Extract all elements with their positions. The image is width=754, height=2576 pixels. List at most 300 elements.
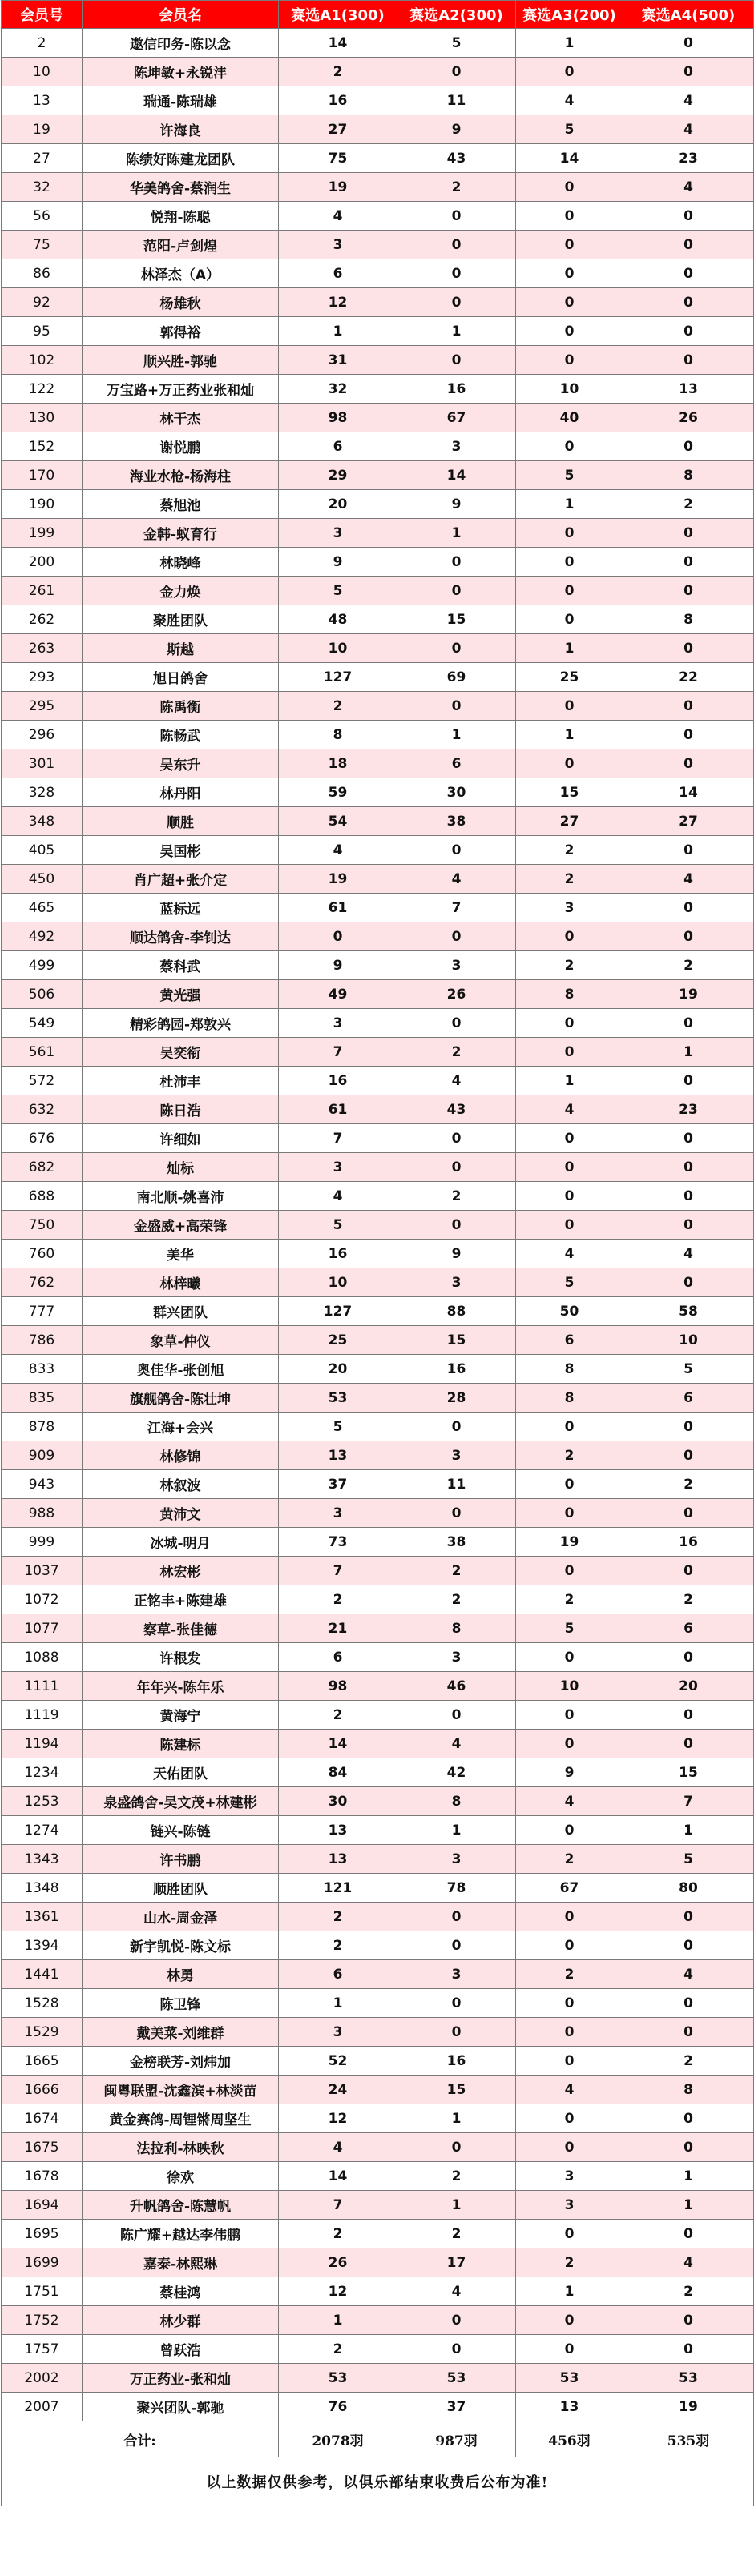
member-name-cell: 嘉泰-林熙琳: [83, 2248, 279, 2277]
a2-cell: 1: [397, 1816, 516, 1845]
a1-cell: 37: [279, 1470, 397, 1499]
member-id-cell: 102: [2, 346, 83, 375]
a4-cell: 0: [623, 1989, 754, 2018]
a2-cell: 0: [397, 692, 516, 721]
a2-cell: 1: [397, 519, 516, 548]
a3-cell: 10: [516, 1672, 623, 1701]
a4-cell: 0: [623, 548, 754, 577]
a4-cell: 4: [623, 2248, 754, 2277]
a3-cell: 3: [516, 894, 623, 922]
a4-cell: 23: [623, 144, 754, 173]
table-row: [2, 288, 754, 317]
a3-cell: 10: [516, 375, 623, 404]
member-name-cell: 陈广耀+越达李伟鹏: [83, 2220, 279, 2248]
member-id-cell: 1529: [2, 2018, 83, 2047]
a3-cell: 0: [516, 1009, 623, 1038]
a2-cell: 4: [397, 1067, 516, 1095]
member-id-cell: 1234: [2, 1758, 83, 1787]
member-id-cell: 19: [2, 115, 83, 144]
table-row: [2, 1643, 754, 1672]
a2-cell: 11: [397, 1470, 516, 1499]
a4-cell: 80: [623, 1874, 754, 1903]
member-name-cell: 群兴团队: [83, 1297, 279, 1326]
a3-cell: 0: [516, 1816, 623, 1845]
a4-cell: 0: [623, 1730, 754, 1758]
a3-cell: 67: [516, 1874, 623, 1903]
member-name-cell: 江海+会兴: [83, 1413, 279, 1441]
a4-cell: 0: [623, 231, 754, 259]
a3-cell: 2: [516, 1585, 623, 1614]
member-name-cell: 吴国彬: [83, 836, 279, 865]
member-id-cell: 301: [2, 749, 83, 778]
a1-cell: 31: [279, 346, 397, 375]
member-name-cell: 正铭丰+陈建雄: [83, 1585, 279, 1614]
a1-cell: 127: [279, 1297, 397, 1326]
a2-cell: 0: [397, 1499, 516, 1528]
table-row: [2, 173, 754, 202]
member-name-cell: 海业水枪-杨海柱: [83, 461, 279, 490]
header-a4: 赛选A4(500): [623, 1, 754, 29]
a2-cell: 88: [397, 1297, 516, 1326]
a4-cell: 0: [623, 202, 754, 231]
a2-cell: 46: [397, 1672, 516, 1701]
member-name-cell: 法拉利-林映秋: [83, 2133, 279, 2162]
a1-cell: 1: [279, 2306, 397, 2335]
member-id-cell: 688: [2, 1182, 83, 1211]
member-name-cell: 徐欢: [83, 2162, 279, 2191]
a1-cell: 121: [279, 1874, 397, 1903]
member-id-cell: 835: [2, 1384, 83, 1413]
a4-cell: 0: [623, 2220, 754, 2248]
a3-cell: 14: [516, 144, 623, 173]
a2-cell: 0: [397, 2018, 516, 2047]
a2-cell: 2: [397, 2220, 516, 2248]
a1-cell: 27: [279, 115, 397, 144]
a3-cell: 0: [516, 577, 623, 605]
a2-cell: 0: [397, 1009, 516, 1038]
member-name-cell: 曾跃浩: [83, 2335, 279, 2364]
table-row: [2, 1960, 754, 1989]
a3-cell: 4: [516, 1240, 623, 1268]
a2-cell: 30: [397, 778, 516, 807]
a2-cell: 0: [397, 231, 516, 259]
a3-cell: 4: [516, 2076, 623, 2104]
a3-cell: 0: [516, 1211, 623, 1240]
member-id-cell: 262: [2, 605, 83, 634]
member-name-cell: 林勇: [83, 1960, 279, 1989]
member-id-cell: 499: [2, 951, 83, 980]
member-name-cell: 闽粤联盟-沈鑫滨+林淡苗: [83, 2076, 279, 2104]
member-id-cell: 10: [2, 58, 83, 86]
header-a3: 赛选A3(200): [516, 1, 623, 29]
a2-cell: 3: [397, 1960, 516, 1989]
a4-cell: 22: [623, 663, 754, 692]
table-row: [2, 2306, 754, 2335]
a4-cell: 0: [623, 1124, 754, 1153]
a1-cell: 61: [279, 894, 397, 922]
a3-cell: 0: [516, 1124, 623, 1153]
member-id-cell: 1088: [2, 1643, 83, 1672]
table-row: [2, 1326, 754, 1355]
a4-cell: 19: [623, 980, 754, 1009]
member-name-cell: 黄沛文: [83, 1499, 279, 1528]
a3-cell: 5: [516, 1268, 623, 1297]
a1-cell: 16: [279, 1067, 397, 1095]
a4-cell: 0: [623, 1643, 754, 1672]
a1-cell: 3: [279, 2018, 397, 2047]
table-row: [2, 2277, 754, 2306]
table-row: [2, 1413, 754, 1441]
a4-cell: 5: [623, 1355, 754, 1384]
member-name-cell: 链兴-陈链: [83, 1816, 279, 1845]
a3-cell: 0: [516, 1643, 623, 1672]
a4-cell: 1: [623, 1038, 754, 1067]
a1-cell: 9: [279, 548, 397, 577]
a2-cell: 0: [397, 2306, 516, 2335]
a2-cell: 0: [397, 346, 516, 375]
member-id-cell: 130: [2, 404, 83, 432]
note-row: [2, 2457, 754, 2506]
member-id-cell: 1751: [2, 2277, 83, 2306]
member-id-cell: 75: [2, 231, 83, 259]
a4-cell: 0: [623, 1182, 754, 1211]
a3-cell: 2: [516, 951, 623, 980]
table-row: [2, 749, 754, 778]
a3-cell: 0: [516, 1499, 623, 1528]
a3-cell: 8: [516, 980, 623, 1009]
member-name-cell: 聚胜团队: [83, 605, 279, 634]
a1-cell: 5: [279, 1211, 397, 1240]
a4-cell: 1: [623, 2162, 754, 2191]
a2-cell: 3: [397, 1845, 516, 1874]
table-row: [2, 1470, 754, 1499]
a3-cell: 19: [516, 1528, 623, 1557]
member-id-cell: 1348: [2, 1874, 83, 1903]
a3-cell: 0: [516, 1470, 623, 1499]
a1-cell: 59: [279, 778, 397, 807]
member-id-cell: 506: [2, 980, 83, 1009]
a3-cell: 1: [516, 29, 623, 58]
member-id-cell: 465: [2, 894, 83, 922]
a3-cell: 2: [516, 836, 623, 865]
member-name-cell: 旗舰鸽舍-陈壮坤: [83, 1384, 279, 1413]
a3-cell: 0: [516, 1730, 623, 1758]
table-row: [2, 2364, 754, 2393]
a1-cell: 12: [279, 2277, 397, 2306]
table-row: [2, 1614, 754, 1643]
a4-cell: 0: [623, 749, 754, 778]
a3-cell: 0: [516, 1989, 623, 2018]
member-name-cell: 林叙波: [83, 1470, 279, 1499]
a1-cell: 14: [279, 1730, 397, 1758]
a2-cell: 9: [397, 115, 516, 144]
member-name-cell: 谢悦鹏: [83, 432, 279, 461]
a2-cell: 2: [397, 1038, 516, 1067]
table-row: [2, 1153, 754, 1182]
table-row: [2, 86, 754, 115]
member-name-cell: 陈禹衡: [83, 692, 279, 721]
a1-cell: 5: [279, 577, 397, 605]
a2-cell: 1: [397, 2191, 516, 2220]
a1-cell: 3: [279, 1009, 397, 1038]
member-id-cell: 293: [2, 663, 83, 692]
a1-cell: 4: [279, 202, 397, 231]
member-id-cell: 682: [2, 1153, 83, 1182]
member-id-cell: 92: [2, 288, 83, 317]
a2-cell: 16: [397, 375, 516, 404]
a2-cell: 37: [397, 2393, 516, 2421]
table-row: [2, 865, 754, 894]
table-row: [2, 29, 754, 58]
a4-cell: 23: [623, 1095, 754, 1124]
a4-cell: 5: [623, 1845, 754, 1874]
table-row: [2, 404, 754, 432]
a4-cell: 0: [623, 519, 754, 548]
member-id-cell: 152: [2, 432, 83, 461]
a3-cell: 1: [516, 721, 623, 749]
a1-cell: 127: [279, 663, 397, 692]
a4-cell: 0: [623, 692, 754, 721]
a3-cell: 8: [516, 1384, 623, 1413]
a4-cell: 0: [623, 2306, 754, 2335]
table-row: [2, 2047, 754, 2076]
a2-cell: 0: [397, 1124, 516, 1153]
a3-cell: 0: [516, 2133, 623, 2162]
a3-cell: 4: [516, 1095, 623, 1124]
a4-cell: 14: [623, 778, 754, 807]
a2-cell: 0: [397, 1413, 516, 1441]
table-row: [2, 692, 754, 721]
a4-cell: 0: [623, 1153, 754, 1182]
a1-cell: 7: [279, 2191, 397, 2220]
member-name-cell: 林宏彬: [83, 1557, 279, 1585]
member-id-cell: 263: [2, 634, 83, 663]
table-row: [2, 2133, 754, 2162]
member-name-cell: 天佑团队: [83, 1758, 279, 1787]
member-id-cell: 572: [2, 1067, 83, 1095]
a3-cell: 0: [516, 346, 623, 375]
a2-cell: 53: [397, 2364, 516, 2393]
member-id-cell: 1678: [2, 2162, 83, 2191]
table-row: [2, 634, 754, 663]
a3-cell: 0: [516, 288, 623, 317]
member-id-cell: 760: [2, 1240, 83, 1268]
a3-cell: 0: [516, 519, 623, 548]
a2-cell: 7: [397, 894, 516, 922]
member-name-cell: 冰城-明月: [83, 1528, 279, 1557]
member-id-cell: 833: [2, 1355, 83, 1384]
a4-cell: 8: [623, 605, 754, 634]
a2-cell: 2: [397, 173, 516, 202]
member-name-cell: 奥佳华-张创旭: [83, 1355, 279, 1384]
member-name-cell: 郭得裕: [83, 317, 279, 346]
a1-cell: 75: [279, 144, 397, 173]
a3-cell: 50: [516, 1297, 623, 1326]
a2-cell: 6: [397, 749, 516, 778]
a4-cell: 6: [623, 1614, 754, 1643]
member-name-cell: 林干杰: [83, 404, 279, 432]
a4-cell: 0: [623, 259, 754, 288]
member-name-cell: 林晓峰: [83, 548, 279, 577]
a4-cell: 0: [623, 1268, 754, 1297]
member-id-cell: 561: [2, 1038, 83, 1067]
a4-cell: 8: [623, 2076, 754, 2104]
member-name-cell: 象草-仲仪: [83, 1326, 279, 1355]
member-name-cell: 顺兴胜-郭驰: [83, 346, 279, 375]
a1-cell: 32: [279, 375, 397, 404]
a3-cell: 0: [516, 2047, 623, 2076]
a2-cell: 0: [397, 259, 516, 288]
table-row: [2, 1182, 754, 1211]
a3-cell: 0: [516, 2335, 623, 2364]
member-name-cell: 许海良: [83, 115, 279, 144]
a2-cell: 8: [397, 1614, 516, 1643]
a3-cell: 27: [516, 807, 623, 836]
table-row: [2, 1499, 754, 1528]
a2-cell: 2: [397, 1182, 516, 1211]
a4-cell: 0: [623, 1413, 754, 1441]
member-name-cell: 蔡旭池: [83, 490, 279, 519]
a2-cell: 26: [397, 980, 516, 1009]
member-name-cell: 黄金赛鸽-周锂锵周坚生: [83, 2104, 279, 2133]
a1-cell: 10: [279, 634, 397, 663]
member-id-cell: 56: [2, 202, 83, 231]
a4-cell: 10: [623, 1326, 754, 1355]
a1-cell: 25: [279, 1326, 397, 1355]
a2-cell: 0: [397, 58, 516, 86]
table-row: [2, 836, 754, 865]
a1-cell: 98: [279, 404, 397, 432]
a1-cell: 18: [279, 749, 397, 778]
table-row: [2, 1585, 754, 1614]
a2-cell: 3: [397, 432, 516, 461]
member-id-cell: 199: [2, 519, 83, 548]
a1-cell: 6: [279, 432, 397, 461]
a2-cell: 43: [397, 1095, 516, 1124]
table-row: [2, 1211, 754, 1240]
table-row: [2, 1730, 754, 1758]
a3-cell: 1: [516, 2277, 623, 2306]
member-name-cell: 吴奕衔: [83, 1038, 279, 1067]
member-id-cell: 1665: [2, 2047, 83, 2076]
a1-cell: 1: [279, 317, 397, 346]
results-table: [1, 0, 754, 2506]
a2-cell: 1: [397, 2104, 516, 2133]
a1-cell: 13: [279, 1816, 397, 1845]
a3-cell: 15: [516, 778, 623, 807]
a1-cell: 98: [279, 1672, 397, 1701]
table-row: [2, 1384, 754, 1413]
a1-cell: 0: [279, 922, 397, 951]
table-row: [2, 432, 754, 461]
a4-cell: 26: [623, 404, 754, 432]
table-row: [2, 1787, 754, 1816]
a4-cell: 0: [623, 1067, 754, 1095]
table-row: [2, 202, 754, 231]
a4-cell: 0: [623, 2018, 754, 2047]
member-id-cell: 13: [2, 86, 83, 115]
a4-cell: 0: [623, 721, 754, 749]
member-name-cell: 陈坤敏+永锐沣: [83, 58, 279, 86]
member-name-cell: 灿标: [83, 1153, 279, 1182]
a2-cell: 0: [397, 634, 516, 663]
a2-cell: 0: [397, 1903, 516, 1931]
member-name-cell: 旭日鸽舍: [83, 663, 279, 692]
a3-cell: 0: [516, 1413, 623, 1441]
table-row: [2, 259, 754, 288]
table-row: [2, 548, 754, 577]
a1-cell: 73: [279, 1528, 397, 1557]
a3-cell: 0: [516, 2104, 623, 2133]
member-id-cell: 1361: [2, 1903, 83, 1931]
a2-cell: 3: [397, 1441, 516, 1470]
member-id-cell: 1119: [2, 1701, 83, 1730]
a3-cell: 0: [516, 231, 623, 259]
a4-cell: 2: [623, 490, 754, 519]
header-a2: 赛选A2(300): [397, 1, 516, 29]
a3-cell: 13: [516, 2393, 623, 2421]
a3-cell: 0: [516, 58, 623, 86]
table-row: [2, 2104, 754, 2133]
a1-cell: 3: [279, 1153, 397, 1182]
a4-cell: 0: [623, 577, 754, 605]
member-name-cell: 年年兴-陈年乐: [83, 1672, 279, 1701]
table-row: [2, 2018, 754, 2047]
a2-cell: 15: [397, 605, 516, 634]
a1-cell: 16: [279, 1240, 397, 1268]
a2-cell: 0: [397, 922, 516, 951]
a2-cell: 0: [397, 2335, 516, 2364]
member-name-cell: 蔡科武: [83, 951, 279, 980]
a1-cell: 14: [279, 2162, 397, 2191]
a1-cell: 12: [279, 2104, 397, 2133]
a1-cell: 13: [279, 1441, 397, 1470]
a2-cell: 0: [397, 1931, 516, 1960]
a2-cell: 38: [397, 1528, 516, 1557]
a3-cell: 0: [516, 1701, 623, 1730]
member-name-cell: 林梓曦: [83, 1268, 279, 1297]
a1-cell: 3: [279, 519, 397, 548]
member-name-cell: 瑞通-陈瑞雄: [83, 86, 279, 115]
table-row: [2, 519, 754, 548]
table-row: [2, 605, 754, 634]
a2-cell: 1: [397, 317, 516, 346]
a3-cell: 0: [516, 1903, 623, 1931]
member-name-cell: 陈建标: [83, 1730, 279, 1758]
table-row: [2, 231, 754, 259]
a2-cell: 2: [397, 2162, 516, 2191]
a2-cell: 0: [397, 202, 516, 231]
a2-cell: 5: [397, 29, 516, 58]
total-a3: 456羽: [516, 2421, 623, 2457]
member-id-cell: 988: [2, 1499, 83, 1528]
a1-cell: 6: [279, 1643, 397, 1672]
table-row: [2, 317, 754, 346]
a1-cell: 5: [279, 1413, 397, 1441]
member-name-cell: 华美鸽舍-蔡润生: [83, 173, 279, 202]
member-id-cell: 1666: [2, 2076, 83, 2104]
table-row: [2, 1441, 754, 1470]
a2-cell: 2: [397, 1557, 516, 1585]
member-name-cell: 许书鹏: [83, 1845, 279, 1874]
table-row: [2, 1009, 754, 1038]
a1-cell: 19: [279, 865, 397, 894]
member-id-cell: 27: [2, 144, 83, 173]
a2-cell: 4: [397, 1730, 516, 1758]
a1-cell: 29: [279, 461, 397, 490]
a1-cell: 21: [279, 1614, 397, 1643]
a1-cell: 2: [279, 1701, 397, 1730]
